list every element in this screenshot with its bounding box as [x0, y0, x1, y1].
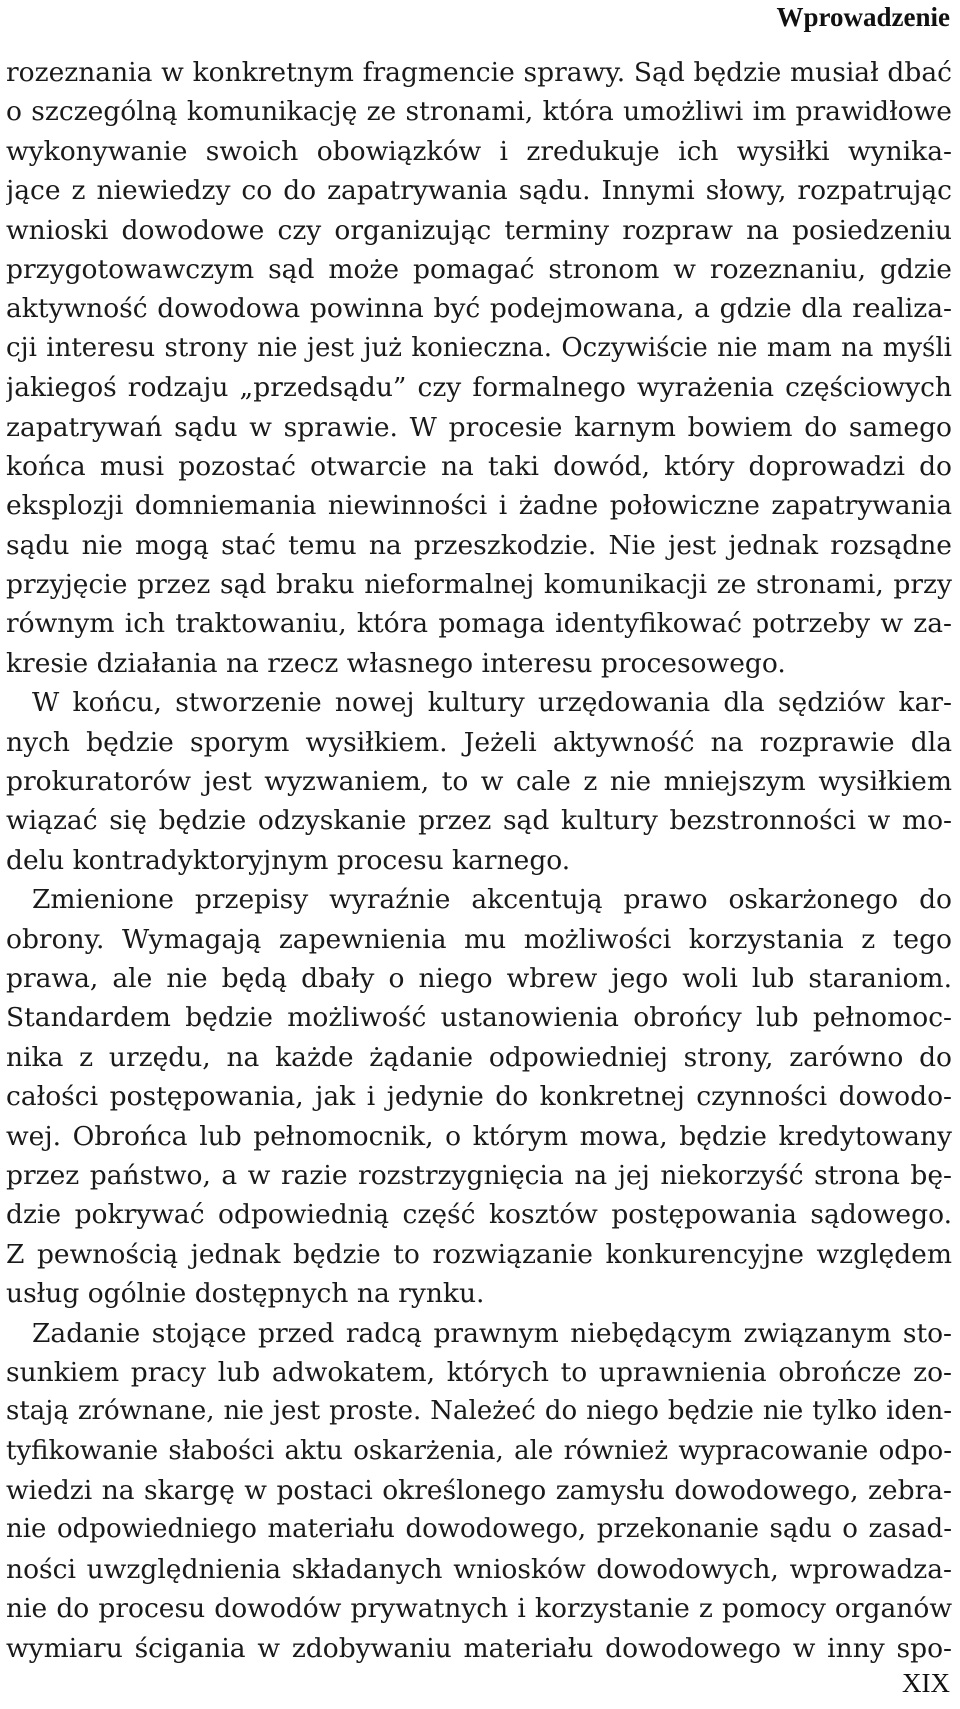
text-line: Z pewnością jednak będzie to rozwiązanie konkurencyjne względem [6, 1238, 952, 1270]
text-line: Standardem będzie możliwość ustanowienia obrońcy lub pełnomoc- [6, 1002, 952, 1034]
text-line: prokuratorów jest wyzwaniem, to w cale z nie mniejszym wysiłkiem [6, 766, 952, 798]
text-line: przygotowawczym sąd może pomagać stronom w rozeznaniu, gdzie [6, 253, 952, 285]
text-line: eksplozji domniemania niewinności i żadne połowiczne zapatrywania [6, 490, 952, 522]
text-line: wiedzi na skargę w postaci określonego zamysłu dowodowego, zebra- [6, 1475, 952, 1507]
text-line: jakiegoś rodzaju „przedsądu” czy formalnego wyrażenia częściowych [6, 372, 952, 404]
text-line: nie odpowiedniego materiału dowodowego, przekonanie sądu o zasad- [6, 1514, 952, 1545]
text-line: cji interesu strony nie jest już konieczna. Oczywiście nie mam na myśli [6, 332, 952, 363]
text-line: obrony. Wymagają zapewnienia mu możliwości korzystania z tego [6, 923, 952, 955]
text-line: nika z urzędu, na każde żądanie odpowiedniej strony, zarówno do [6, 1041, 952, 1073]
text-line: W końcu, stworzenie nowej kultury urzędowania dla sędziów kar- [32, 687, 952, 719]
text-line: ności uwzględnienia składanych wniosków dowodowych, wprowadza- [6, 1553, 952, 1585]
page-number: XIX [902, 1668, 950, 1698]
running-header: Wprowadzenie [776, 2, 950, 32]
text-line: równym ich traktowaniu, która pomaga identyfikować potrzeby w za- [6, 608, 952, 640]
text-line: dzie pokrywać odpowiednią część kosztów postępowania sądowego. [6, 1199, 952, 1231]
text-line: prawa, ale nie będą dbały o niego wbrew jego woli lub staraniom. [6, 962, 952, 994]
text-line: przyjęcie przez sąd braku nieformalnej komunikacji ze stronami, przy [6, 569, 952, 601]
text-line: wnioski dowodowe czy organizując terminy rozpraw na posiedzeniu [6, 214, 952, 246]
text-line: zapatrywań sądu w sprawie. W procesie karnym bowiem do samego [6, 411, 952, 443]
text-line: o szczególną komunikację ze stronami, która umożliwi im prawidłowe [6, 96, 952, 128]
text-line: sądu nie mogą stać temu na przeszkodzie. Nie jest jednak rozsądne [6, 529, 952, 561]
text-line: końca musi pozostać otwarcie na taki dowód, który doprowadzi do [6, 450, 952, 482]
text-line: tyfikowanie słabości aktu oskarżenia, ale również wypracowanie odpo- [6, 1435, 952, 1466]
body-text [6, 53, 952, 1668]
text-line: jące z niewiedzy co do zapatrywania sądu. Innymi słowy, rozpatrując [6, 175, 952, 207]
text-line: wykonywanie swoich obowiązków i zredukuje ich wysiłki wynika- [6, 135, 952, 167]
text-line: całości postępowania, jak i jedynie do konkretnej czynności dowodo- [6, 1081, 952, 1113]
text-line: delu kontradyktoryjnym procesu karnego. [6, 844, 571, 876]
text-line: Zadanie stojące przed radcą prawnym niebędącym związanym sto- [32, 1317, 952, 1349]
text-line: nych będzie sporym wysiłkiem. Jeżeli aktywność na rozprawie dla [6, 726, 952, 758]
text-line: wiązać się będzie odzyskanie przez sąd kultury bezstronności w mo- [6, 805, 952, 837]
text-line: przez państwo, a w razie rozstrzygnięcia na jej niekorzyść strona bę- [6, 1159, 952, 1191]
text-line: rozeznania w konkretnym fragmencie sprawy. Sąd będzie musiał dbać [6, 57, 952, 88]
text-line: wymiaru ścigania w zdobywaniu materiału dowodowego w inny spo- [6, 1632, 952, 1664]
text-line: Zmienione przepisy wyraźnie akcentują prawo oskarżonego do [32, 884, 952, 916]
text-line: usług ogólnie dostępnych na rynku. [6, 1278, 485, 1310]
text-line: aktywność dowodowa powinna być podejmowana, a gdzie dla realiza- [6, 293, 952, 325]
text-line: nie do procesu dowodów prywatnych i korzystanie z pomocy organów [6, 1593, 952, 1625]
text-line: kresie działania na rzecz własnego interesu procesowego. [6, 647, 786, 679]
text-line: wej. Obrońca lub pełnomocnik, o którym mowa, będzie kredytowany [6, 1120, 952, 1152]
text-line: sunkiem pracy lub adwokatem, których to uprawnienia obrończe zo- [6, 1356, 952, 1388]
text-line: stają zrównane, nie jest proste. Należeć do niego będzie nie tylko iden- [6, 1396, 952, 1427]
